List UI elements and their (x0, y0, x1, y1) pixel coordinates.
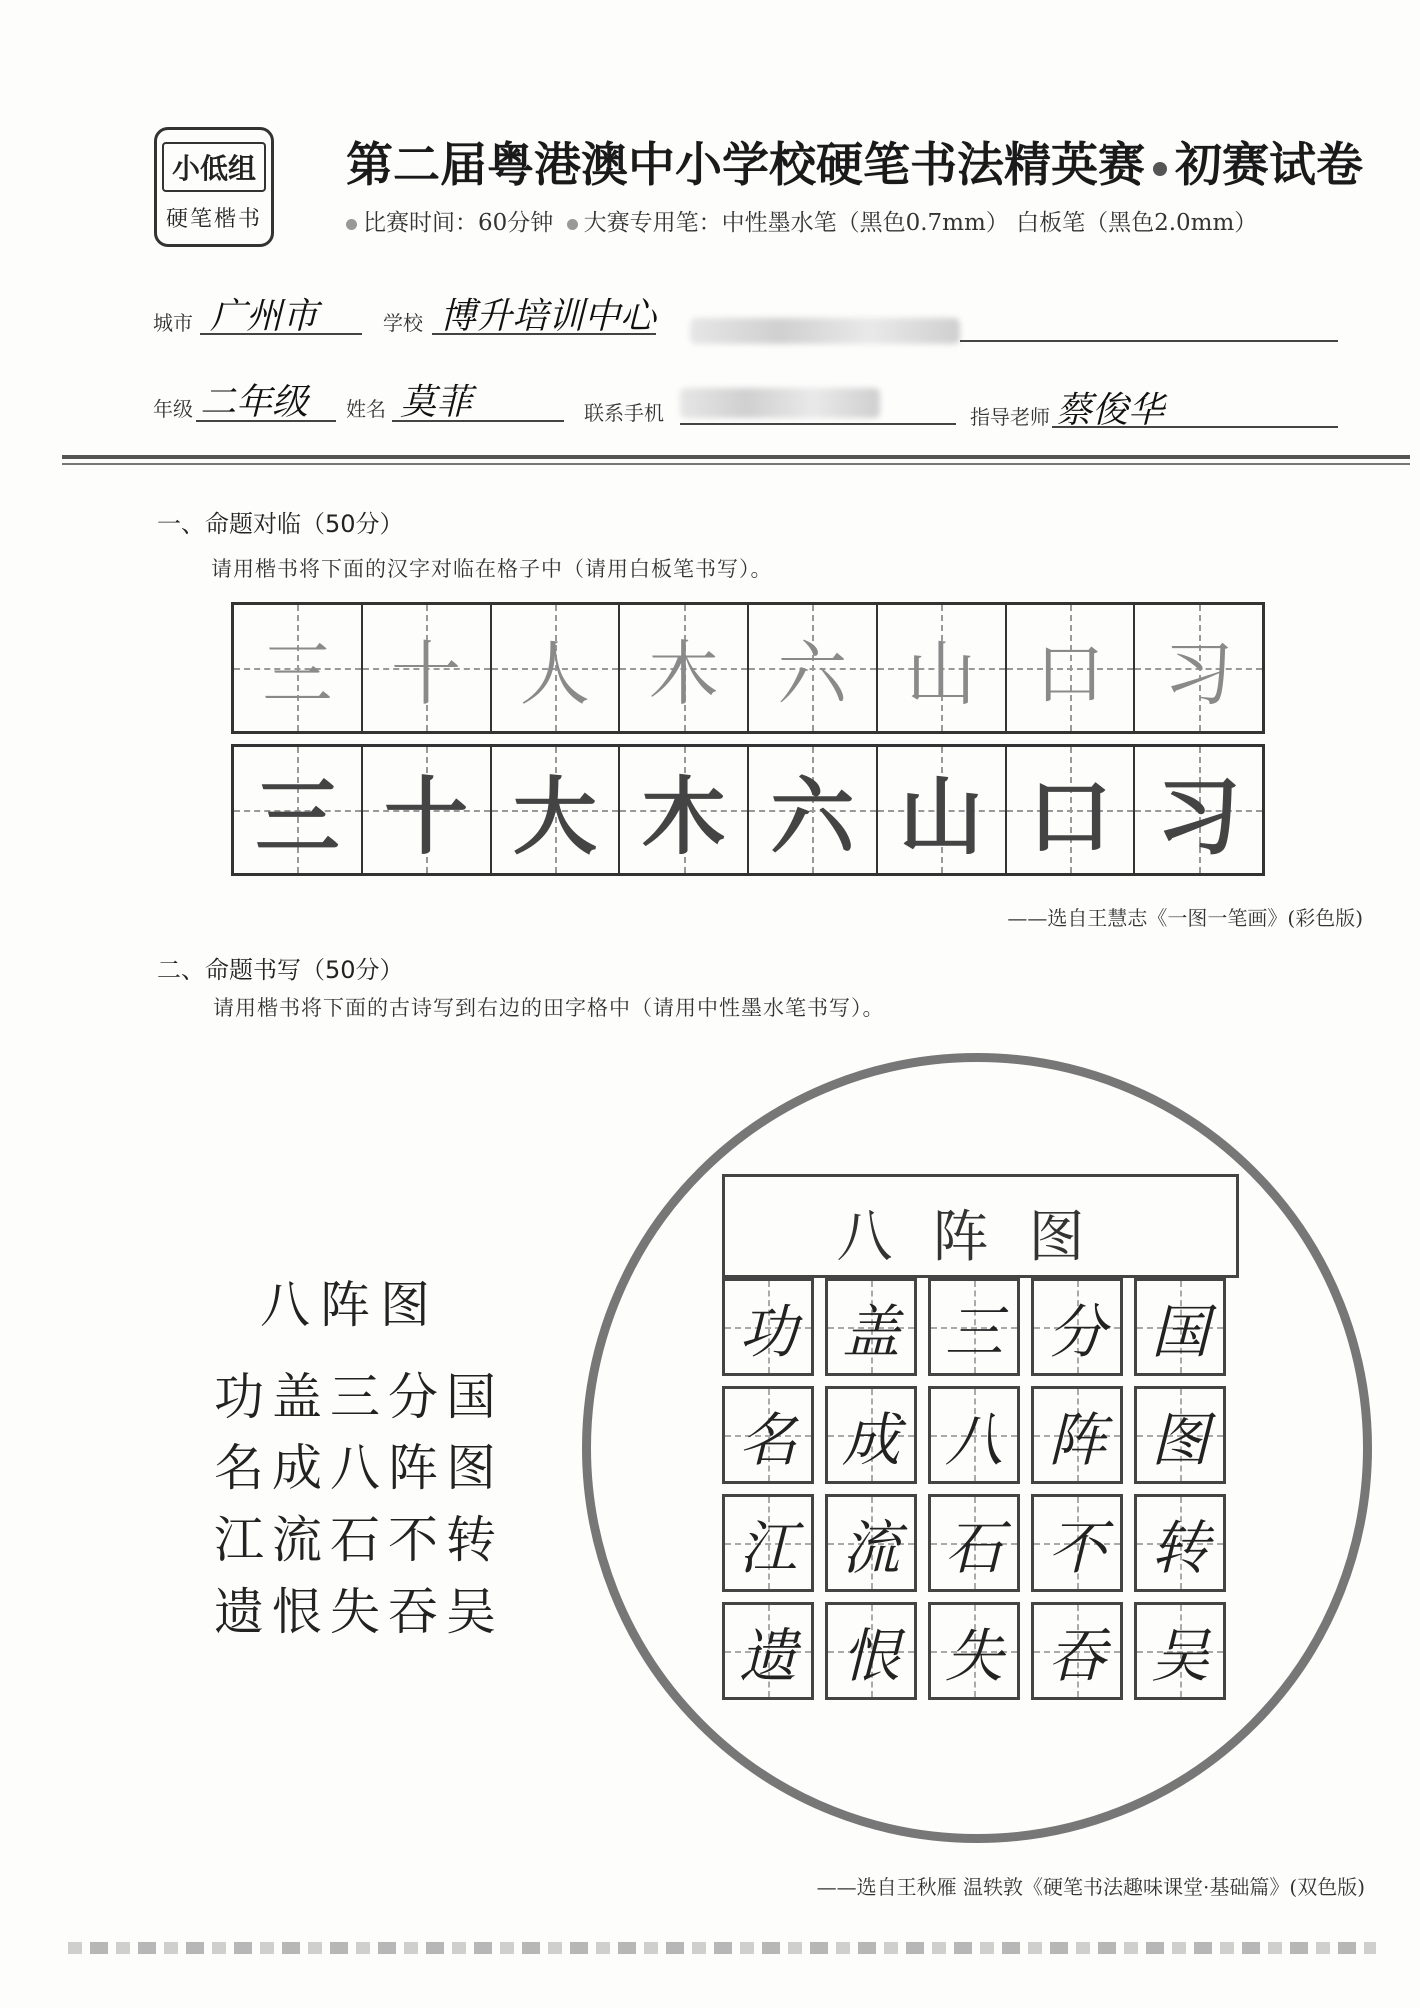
copy-grid-model (231, 744, 1265, 876)
school-underline (432, 333, 656, 335)
answer-grid (722, 1278, 1242, 1700)
answer-cell[interactable]: 盖 (825, 1278, 917, 1376)
model-cell: 习 (1135, 747, 1262, 873)
divider (62, 463, 1410, 465)
redacted-field (690, 318, 960, 344)
copy-cell[interactable]: 人 (492, 605, 621, 731)
school-label: 学校 (383, 311, 423, 335)
poem-line: 遗恨失吞吴 (214, 1583, 504, 1641)
answer-cell[interactable]: 八 (928, 1386, 1020, 1484)
section1-desc: 请用楷书将下面的汉字对临在格子中（请用白板笔书写）。 (211, 557, 773, 581)
grade-label: 年级 (153, 397, 193, 421)
title-suffix: 初赛试卷 (1175, 138, 1363, 193)
bullet-icon (567, 219, 578, 230)
answer-cell[interactable]: 流 (825, 1494, 917, 1592)
phone-underline (680, 423, 956, 425)
copy-cell[interactable]: 六 (749, 605, 878, 731)
answer-cell[interactable]: 分 (1031, 1278, 1123, 1376)
model-cell: 山 (878, 747, 1007, 873)
exam-info (346, 204, 1257, 237)
address-underline (960, 340, 1338, 342)
answer-cell[interactable]: 吞 (1031, 1602, 1123, 1700)
teacher-underline (1052, 426, 1338, 428)
copy-cell[interactable]: 三 (234, 605, 363, 731)
city-label: 城市 (153, 311, 193, 335)
title-main: 第二届粤港澳中小学校硬笔书法精英赛 (346, 138, 1145, 193)
city-underline (200, 333, 362, 335)
answer-title: 八阵图 (836, 1205, 1125, 1270)
group-badge (154, 127, 274, 247)
section2-title: 二、命题书写（50分） (157, 956, 404, 984)
school-value[interactable]: 博升培训中心 (440, 296, 657, 337)
answer-cell[interactable]: 吴 (1134, 1602, 1226, 1700)
model-cell: 口 (1007, 747, 1136, 873)
poem-line: 功盖三分国 (214, 1368, 504, 1426)
exam-pen: 大赛专用笔：中性墨水笔（黑色0.7mm） 白板笔（黑色2.0mm） (583, 210, 1258, 236)
teacher-value[interactable]: 蔡俊华 (1056, 390, 1165, 431)
model-cell: 六 (749, 747, 878, 873)
poem-title: 八阵图 (260, 1276, 440, 1334)
scan-noise (68, 1942, 1376, 1954)
name-label: 姓名 (346, 397, 386, 421)
name-value[interactable]: 莫菲 (400, 382, 473, 423)
divider (62, 455, 1410, 459)
section2-source: ——选自王秋雁 温轶敦《硬笔书法趣味课堂·基础篇》(双色版) (816, 1875, 1365, 1899)
answer-cell[interactable]: 阵 (1031, 1386, 1123, 1484)
section1-title: 一、命题对临（50分） (157, 510, 404, 538)
answer-cell[interactable]: 石 (928, 1494, 1020, 1592)
answer-cell[interactable]: 国 (1134, 1278, 1226, 1376)
teacher-label: 指导老师 (970, 405, 1050, 429)
answer-cell[interactable]: 三 (928, 1278, 1020, 1376)
answer-cell[interactable]: 遗 (722, 1602, 814, 1700)
section1-source: ——选自王慧志《一图一笔画》(彩色版) (1007, 906, 1363, 930)
page-title (346, 128, 1363, 195)
grade-value[interactable]: 二年级 (200, 382, 309, 423)
badge-style-label: 硬笔楷书 (165, 206, 262, 232)
copy-cell[interactable]: 习 (1135, 605, 1262, 731)
answer-cell[interactable]: 不 (1031, 1494, 1123, 1592)
section2-desc: 请用楷书将下面的古诗写到右边的田字格中（请用中性墨水笔书写）。 (213, 996, 885, 1020)
answer-cell[interactable]: 名 (722, 1386, 814, 1484)
redacted-phone (680, 388, 880, 418)
answer-cell[interactable]: 图 (1134, 1386, 1226, 1484)
answer-title-box[interactable] (722, 1174, 1239, 1278)
copy-cell[interactable]: 山 (878, 605, 1007, 731)
name-underline (392, 420, 564, 422)
answer-cell[interactable]: 功 (722, 1278, 814, 1376)
copy-cell[interactable]: 口 (1007, 605, 1136, 731)
badge-group-label: 小低组 (162, 142, 266, 192)
exam-time: 比赛时间：60分钟 (363, 210, 554, 236)
model-cell: 十 (363, 747, 492, 873)
answer-cell[interactable]: 失 (928, 1602, 1020, 1700)
copy-grid-answer (231, 602, 1265, 734)
city-value[interactable]: 广州市 (210, 296, 319, 337)
title-dot-icon (1153, 162, 1167, 176)
poem-line: 江流石不转 (214, 1511, 504, 1569)
answer-cell[interactable]: 转 (1134, 1494, 1226, 1592)
copy-cell[interactable]: 十 (363, 605, 492, 731)
bullet-icon (346, 219, 357, 230)
phone-label: 联系手机 (584, 401, 664, 425)
poem-line: 名成八阵图 (214, 1439, 504, 1497)
answer-cell[interactable]: 成 (825, 1386, 917, 1484)
answer-cell[interactable]: 江 (722, 1494, 814, 1592)
model-cell: 三 (234, 747, 363, 873)
model-cell: 大 (492, 747, 621, 873)
answer-cell[interactable]: 恨 (825, 1602, 917, 1700)
model-cell: 木 (620, 747, 749, 873)
copy-cell[interactable]: 木 (620, 605, 749, 731)
grade-underline (196, 420, 336, 422)
